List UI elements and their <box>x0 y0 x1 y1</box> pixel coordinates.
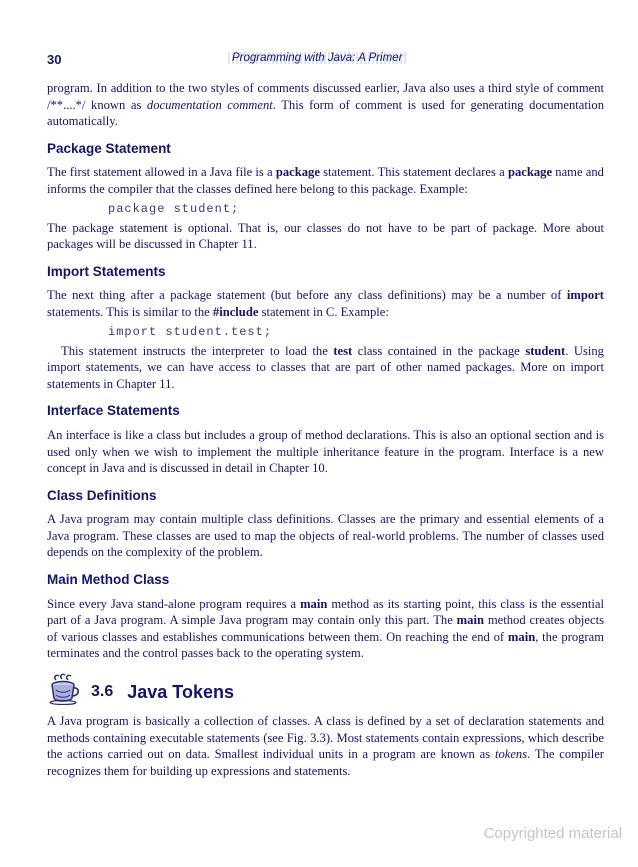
java-tokens-paragraph: A Java program is basically a collection of classes. A class is defined by a set of declaration statements and methods containing executable statements (see Fig. 3.3). Most statements contain expressions, which describe the actions carried out on data. Smallest individual units in a program are known as tokens. The compiler recognizes them for building up expressions and statements. <box>47 714 604 778</box>
intro-paragraph: program. In addition to the two styles of comments discussed earlier, Java also uses a third style of comment /**....*/ known as documentation comment. This form of comment is used for generating documentation automatically. <box>47 81 604 129</box>
heading-interface-statements: Interface Statements <box>47 403 180 419</box>
class-definitions-paragraph: A Java program may contain multiple class definitions. Classes are the primary and essential elements of a Java program. These classes are used to map the objects of real-world problems. The number of classes used depends on the complexity of the problem. <box>47 512 604 560</box>
page-body <box>47 80 604 779</box>
section-title: Java Tokens <box>127 681 234 702</box>
import-code-example: import student.test; <box>108 324 273 339</box>
section-number: 3.6 <box>91 682 114 700</box>
import-paragraph-1: The next thing after a package statement (but before any class definitions) may be a number of import statements. This is similar to the #include statement in C. Example: <box>47 288 604 319</box>
main-method-paragraph: Since every Java stand-alone program requires a main method as its starting point, this class is the essential part of a Java program. A simple Java program may contain only this part. The main method creates objects of various classes and establishes communications between them. On reaching the end of main, the program terminates and the control passes back to the operating system. <box>47 596 605 661</box>
heading-class-definitions: Class Definitions <box>47 487 157 503</box>
import-paragraph-2: This statement instructs the interpreter to load the test class contained in the package student. Using import statements, we can have access to classes that are part of other named packages. More on import statements in Chapter 11. <box>47 343 604 391</box>
coffee-cup-icon <box>47 671 81 705</box>
package-paragraph-2: The package statement is optional. That is, our classes do not have to be part of package. More about packages will be discussed in Chapter 11. <box>47 220 604 252</box>
interface-paragraph: An interface is like a class but includes a group of method declarations. This is also an optional section and is used only when we wish to implement the multiple inheritance feature in the program. Interface is a new concept in Java and is discussed in detail in Chapter 10. <box>47 427 604 476</box>
heading-main-method-class: Main Method Class <box>47 572 170 588</box>
package-code-example: package student; <box>108 201 240 216</box>
heading-import-statements: Import Statements <box>47 263 166 279</box>
page-number: 30 <box>47 52 62 67</box>
running-header-title: Programming with Java: A Primer <box>228 52 406 64</box>
heading-package-statement: Package Statement <box>47 140 171 156</box>
copyright-watermark: Copyrighted material <box>483 825 622 842</box>
section-heading <box>47 671 604 705</box>
package-paragraph-1: The first statement allowed in a Java file is a package statement. This statement declares a package name and informs the compiler that the classes defined here belong to this package. Example: <box>47 165 604 196</box>
